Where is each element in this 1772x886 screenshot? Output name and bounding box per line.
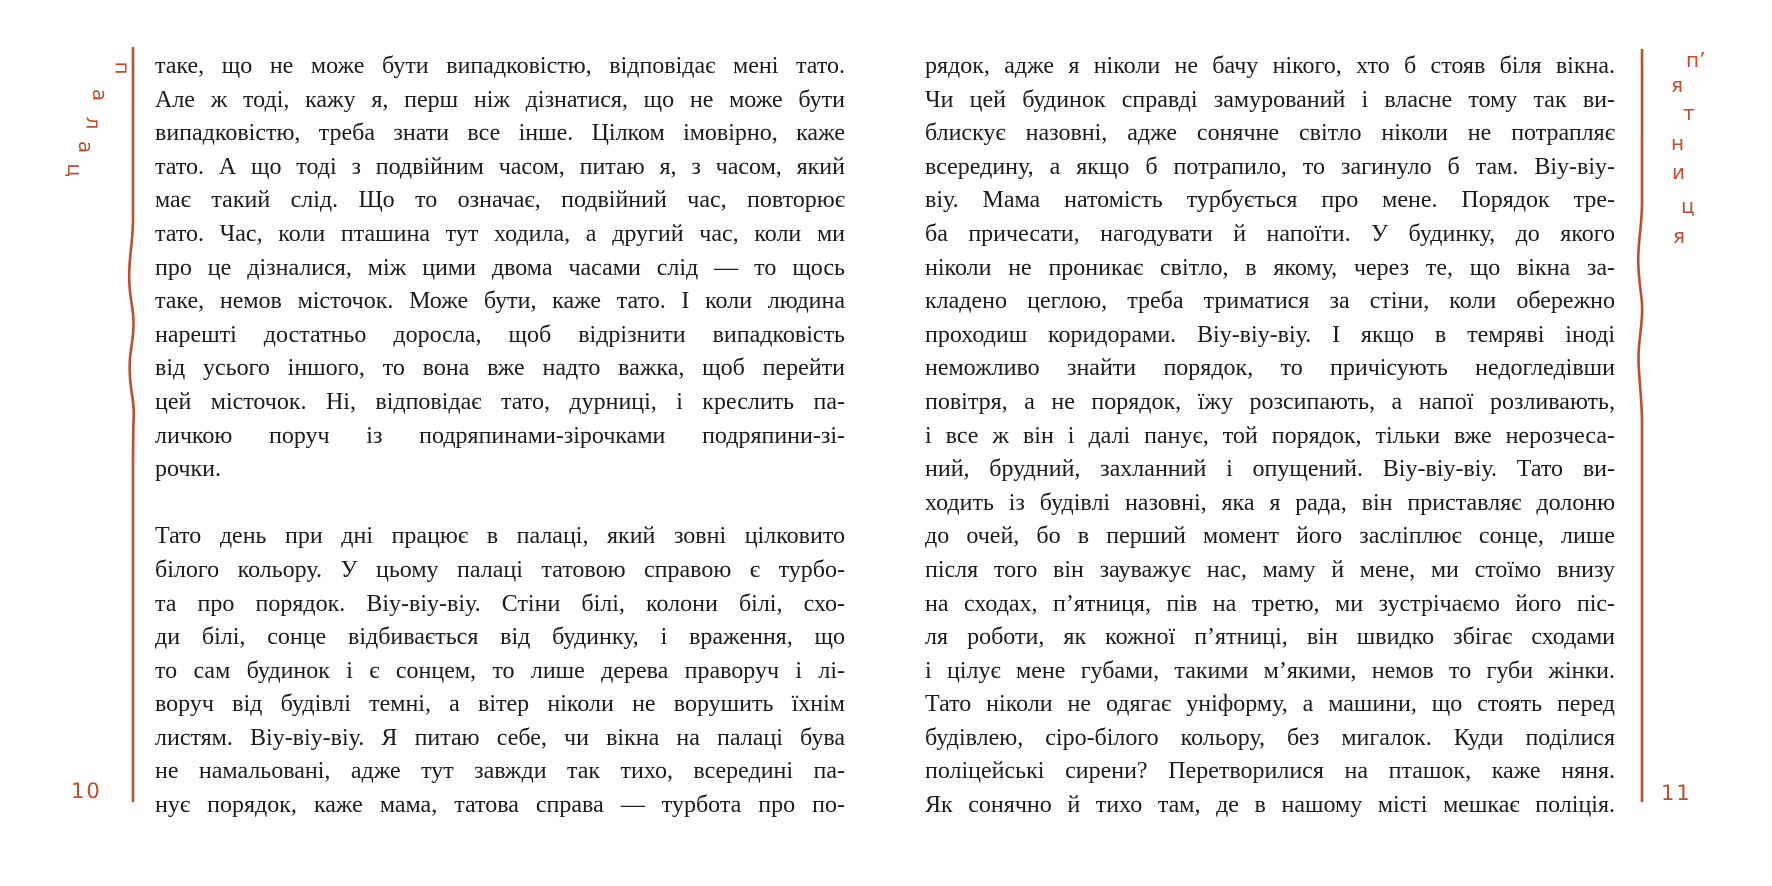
text-line: не намальовані, адже тут завжди так тихо, всередині па- — [155, 758, 845, 785]
margin-letter: а — [74, 140, 99, 154]
text-line: воруч від будівлі темні, а вітер ніколи не ворушить їхнім — [155, 691, 845, 718]
text-line: тато. Час, коли пташина тут ходила, а другий час, коли ми — [155, 220, 845, 247]
text-line: нує порядок, каже мама, татова справа — турбота про по- — [155, 792, 845, 819]
text-line: і цілує мене губами, такими м’якими, немов то губи жінки. — [925, 657, 1615, 684]
text-line: після того він зауважує нас, маму й мене, ми стоїмо внизу — [925, 556, 1615, 583]
text-line: ніколи не проникає світло, в якому, через те, що вікна за- — [925, 254, 1615, 281]
margin-letter: т — [1683, 101, 1695, 125]
left-page-text — [155, 50, 845, 823]
text-line: будівлею, сіро-білого кольору, без мигалок. Куди поділися — [925, 724, 1615, 751]
text-line: кладено цеглою, треба триматися за стіни, коли обережно — [925, 288, 1615, 315]
text-line: всередину, а якщо б потрапило, то загинуло б там. Віу-віу- — [925, 153, 1615, 180]
margin-letter: ц — [62, 163, 87, 177]
text-line: листям. Віу-віу-віу. Я питаю себе, чи вікна на палаці бува — [155, 724, 845, 751]
text-line: від усього іншого, то вона вже надто важка, щоб перейти — [155, 355, 845, 382]
paragraph — [155, 50, 845, 487]
text-line: поліцейські сирени? Перетворилися на пташок, каже няня. — [925, 758, 1615, 785]
text-line: Як сонячно й тихо там, де в нашому місті мешкає поліція. — [925, 792, 1615, 819]
text-line: таке, немов місточок. Може бути, каже тато. І коли людина — [155, 288, 845, 315]
margin-letter: н — [1671, 131, 1685, 155]
text-line: блискує назовні, адже сонячне світло ніколи не потрапляє — [925, 120, 1615, 147]
paragraph — [155, 520, 845, 822]
text-line: про це дізналися, між цими двома часами слід — то щось — [155, 254, 845, 281]
text-line: таке, що не може бути випадковістю, відповідає мені тато. — [155, 53, 845, 79]
text-line: Чи цей будинок справді замурований і власне тому так ви- — [925, 86, 1615, 113]
margin-letter: ц — [1681, 194, 1695, 218]
paragraph — [925, 50, 1615, 823]
margin-letter: и — [1672, 160, 1685, 184]
text-line: повітря, а не порядок, їжу розсипають, а напої розливають, — [925, 388, 1615, 415]
text-line: до очей, бо в перший момент його засліплює сонце, лише — [925, 523, 1615, 550]
right-page-text — [925, 50, 1615, 823]
margin-letter: п’ — [1686, 48, 1706, 72]
text-line: випадковістю, треба знати все інше. Цілком імовірно, каже — [155, 120, 845, 147]
text-line: ба причесати, нагодувати й напоїти. У будинку, до якого — [925, 220, 1615, 247]
text-line: неможливо знайти порядок, то причісують недогледівши — [925, 355, 1615, 382]
text-line: Тато ніколи не одягає уніформу, а машини, що стоять перед — [925, 691, 1615, 718]
right-page-number: 11 — [1661, 781, 1692, 805]
text-line: нарешті достатньо доросла, щоб відрізнити випадковість — [155, 321, 845, 348]
left-page-number: 10 — [71, 779, 102, 803]
text-line: ди білі, сонце відбивається від будинку, і враження, що — [155, 624, 845, 651]
left-page-rule — [121, 44, 145, 806]
text-line: має такий слід. Що то означає, подвійний час, повторює — [155, 187, 845, 214]
margin-letter: а — [88, 88, 113, 102]
text-line: і все ж він і далі панує, той порядок, тільки вже нерозчеса- — [925, 422, 1615, 449]
text-line: ходить із будівлі назовні, яка я рада, він приставляє долоню — [925, 489, 1615, 516]
text-line: тато. А що тоді з подвійним часом, питаю я, з часом, який — [155, 153, 845, 180]
margin-letter: я — [1671, 73, 1684, 97]
margin-letter: я — [1673, 224, 1686, 248]
text-line: та про порядок. Віу-віу-віу. Стіни білі, колони білі, схо- — [155, 590, 845, 617]
text-line: ний, брудний, захланний і опущений. Віу-віу-віу. Тато ви- — [925, 456, 1615, 483]
text-line: Тато день при дні працює в палаці, який зовні цілковито — [155, 523, 845, 550]
text-line: віу. Мама натомість турбується про мене. Порядок тре- — [925, 187, 1615, 214]
right-page-rule — [1630, 46, 1654, 806]
text-line: рядок, адже я ніколи не бачу нікого, хто б стояв біля вікна. — [925, 53, 1615, 79]
text-line: цей місточок. Ні, відповідає тато, дурниці, і креслить па- — [155, 388, 845, 415]
text-line: Але ж тоді, кажу я, перш ніж дізнатися, що не може бути — [155, 86, 845, 113]
text-line: личкою поруч із подряпинами-зірочками подряпини-зі- — [155, 422, 845, 449]
margin-letter: л — [81, 116, 106, 130]
text-line: ля роботи, як кожної п’ятниці, він швидко збігає сходами — [925, 624, 1615, 651]
text-line: то сам будинок і є сонцем, то лише дерева праворуч і лі- — [155, 657, 845, 684]
text-line: на сходах, п’ятниця, пів на третю, ми зустрічаємо його піс- — [925, 590, 1615, 617]
text-line: рочки. — [155, 456, 221, 483]
margin-letter: п — [110, 61, 135, 75]
text-line: проходиш коридорами. Віу-віу-віу. І якщо в темряві іноді — [925, 321, 1615, 348]
text-line: білого кольору. У цьому палаці татовою справою є турбо- — [155, 556, 845, 583]
